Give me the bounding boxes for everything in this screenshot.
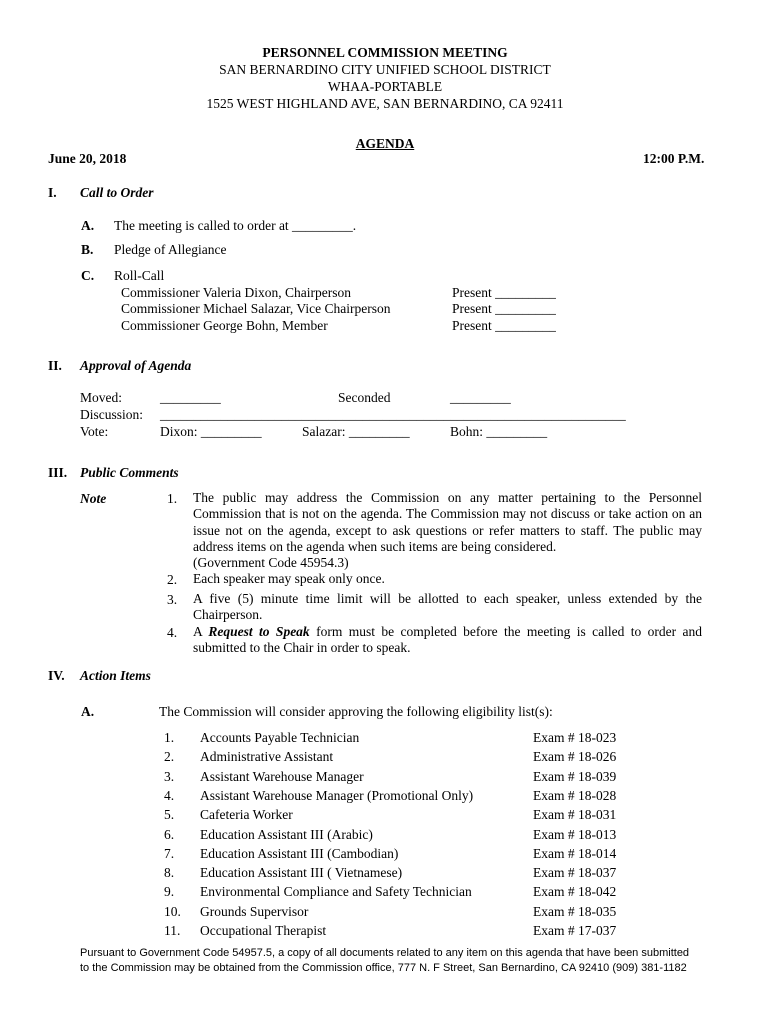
location-name: WHAA-PORTABLE: [327, 79, 443, 94]
vote-label: Vote:: [80, 424, 109, 439]
roll-call-status: Present _________: [452, 285, 556, 300]
note-label: Note: [80, 491, 107, 506]
note-text-post: form must be completed before the meeting is called to order and submitted to the Chair in order to speak.: [193, 624, 702, 656]
list-item-exam: Exam # 18-039: [533, 769, 617, 784]
note-number: 1.: [167, 491, 178, 506]
note-text: [193, 490, 702, 571]
list-item-title: Accounts Payable Technician: [200, 730, 360, 745]
note-text-pre: A: [193, 624, 209, 639]
note-number: 3.: [167, 592, 178, 607]
list-item-exam: Exam # 18-031: [533, 807, 617, 822]
section-number: III.: [48, 465, 68, 480]
section-title: Call to Order: [80, 185, 154, 200]
footer-line: Pursuant to Government Code 54957.5, a copy of all documents related to any item on this agenda that have been submitted: [80, 947, 690, 959]
item-text: Pledge of Allegiance: [114, 242, 227, 257]
vote-dixon: Dixon: _________: [160, 424, 262, 439]
list-item-exam: Exam # 18-037: [533, 865, 617, 880]
list-item-number: 3.: [164, 769, 175, 784]
list-item-title: Administrative Assistant: [200, 749, 334, 764]
list-item-number: 4.: [164, 788, 175, 803]
footer-line: to the Commission may be obtained from the Commission office, 777 N. F Street, San Bernardino, CA 92410 (909) 381-1182: [80, 962, 687, 974]
list-item-exam: Exam # 18-026: [533, 749, 617, 764]
seconded-blank: _________: [450, 390, 511, 405]
note-body: The public may address the Commission on any matter pertaining to the Personnel Commission that is not on the agenda. The Commission may not discuss or take action on an issue not on the agenda, except to ask questions or refer matters to staff. The public may address items on the agenda when such items are being considered.: [193, 490, 702, 554]
vote-salazar: Salazar: _________: [302, 424, 410, 439]
district-name: SAN BERNARDINO CITY UNIFIED SCHOOL DISTRICT: [219, 62, 551, 77]
eligibility-intro: The Commission will consider approving the following eligibility list(s):: [159, 704, 553, 719]
list-item-title: Education Assistant III (Arabic): [200, 827, 373, 842]
note-text: Each speaker may speak only once.: [193, 571, 385, 586]
list-item-exam: Exam # 18-013: [533, 827, 617, 842]
note-number: 2.: [167, 572, 178, 587]
note-number: 4.: [167, 625, 178, 640]
item-text: The meeting is called to order at _________.: [114, 218, 357, 233]
item-text: Roll-Call: [114, 268, 165, 283]
note-text: A five (5) minute time limit will be allotted to each speaker, unless extended by the Chairperson.: [193, 591, 702, 623]
note-text: [193, 624, 702, 657]
item-letter: B.: [81, 242, 94, 257]
section-title: Public Comments: [80, 465, 179, 480]
list-item-number: 10.: [164, 904, 181, 919]
agenda-heading: AGENDA: [355, 136, 415, 151]
meeting-time: 12:00 P.M.: [643, 151, 705, 166]
list-item-number: 1.: [164, 730, 175, 745]
vote-bohn: Bohn: _________: [450, 424, 548, 439]
list-item-title: Grounds Supervisor: [200, 904, 309, 919]
list-item-title: Occupational Therapist: [200, 923, 327, 938]
item-letter: A.: [81, 218, 95, 233]
discussion-blank: _____________________________________________________________________: [160, 407, 626, 422]
seconded-label: Seconded: [338, 390, 391, 405]
item-letter: A.: [81, 704, 95, 719]
address: 1525 WEST HIGHLAND AVE, SAN BERNARDINO, CA 92411: [206, 96, 564, 111]
moved-label: Moved:: [80, 390, 122, 405]
list-item-number: 6.: [164, 827, 175, 842]
list-item-exam: Exam # 18-028: [533, 788, 617, 803]
list-item-title: Assistant Warehouse Manager (Promotional Only): [200, 788, 474, 803]
list-item-number: 8.: [164, 865, 175, 880]
list-item-exam: Exam # 17-037: [533, 923, 617, 938]
roll-call-name: Commissioner Valeria Dixon, Chairperson: [121, 285, 351, 300]
list-item-title: Assistant Warehouse Manager: [200, 769, 364, 784]
meeting-date: June 20, 2018: [48, 151, 127, 166]
list-item-number: 2.: [164, 749, 175, 764]
request-to-speak-emphasis: Request to Speak: [208, 624, 310, 639]
note-citation: (Government Code 45954.3): [193, 555, 349, 571]
discussion-label: Discussion:: [80, 407, 144, 422]
list-item-title: Cafeteria Worker: [200, 807, 293, 822]
meeting-title: PERSONNEL COMMISSION MEETING: [262, 45, 508, 60]
section-number: I.: [48, 185, 57, 200]
list-item-number: 9.: [164, 884, 175, 899]
list-item-number: 11.: [164, 923, 181, 938]
moved-blank: _________: [160, 390, 221, 405]
list-item-exam: Exam # 18-023: [533, 730, 617, 745]
roll-call-name: Commissioner Michael Salazar, Vice Chairperson: [121, 301, 391, 316]
section-title: Action Items: [80, 668, 151, 683]
roll-call-name: Commissioner George Bohn, Member: [121, 318, 328, 333]
section-title: Approval of Agenda: [80, 358, 192, 373]
list-item-exam: Exam # 18-042: [533, 884, 617, 899]
list-item-exam: Exam # 18-014: [533, 846, 617, 861]
list-item-number: 7.: [164, 846, 175, 861]
list-item-title: Education Assistant III ( Vietnamese): [200, 865, 403, 880]
list-item-number: 5.: [164, 807, 175, 822]
list-item-exam: Exam # 18-035: [533, 904, 617, 919]
item-letter: C.: [81, 268, 95, 283]
roll-call-status: Present _________: [452, 318, 556, 333]
list-item-title: Education Assistant III (Cambodian): [200, 846, 399, 861]
section-number: II.: [48, 358, 62, 373]
list-item-title: Environmental Compliance and Safety Technician: [200, 884, 472, 899]
section-number: IV.: [48, 668, 65, 683]
roll-call-status: Present _________: [452, 301, 556, 316]
